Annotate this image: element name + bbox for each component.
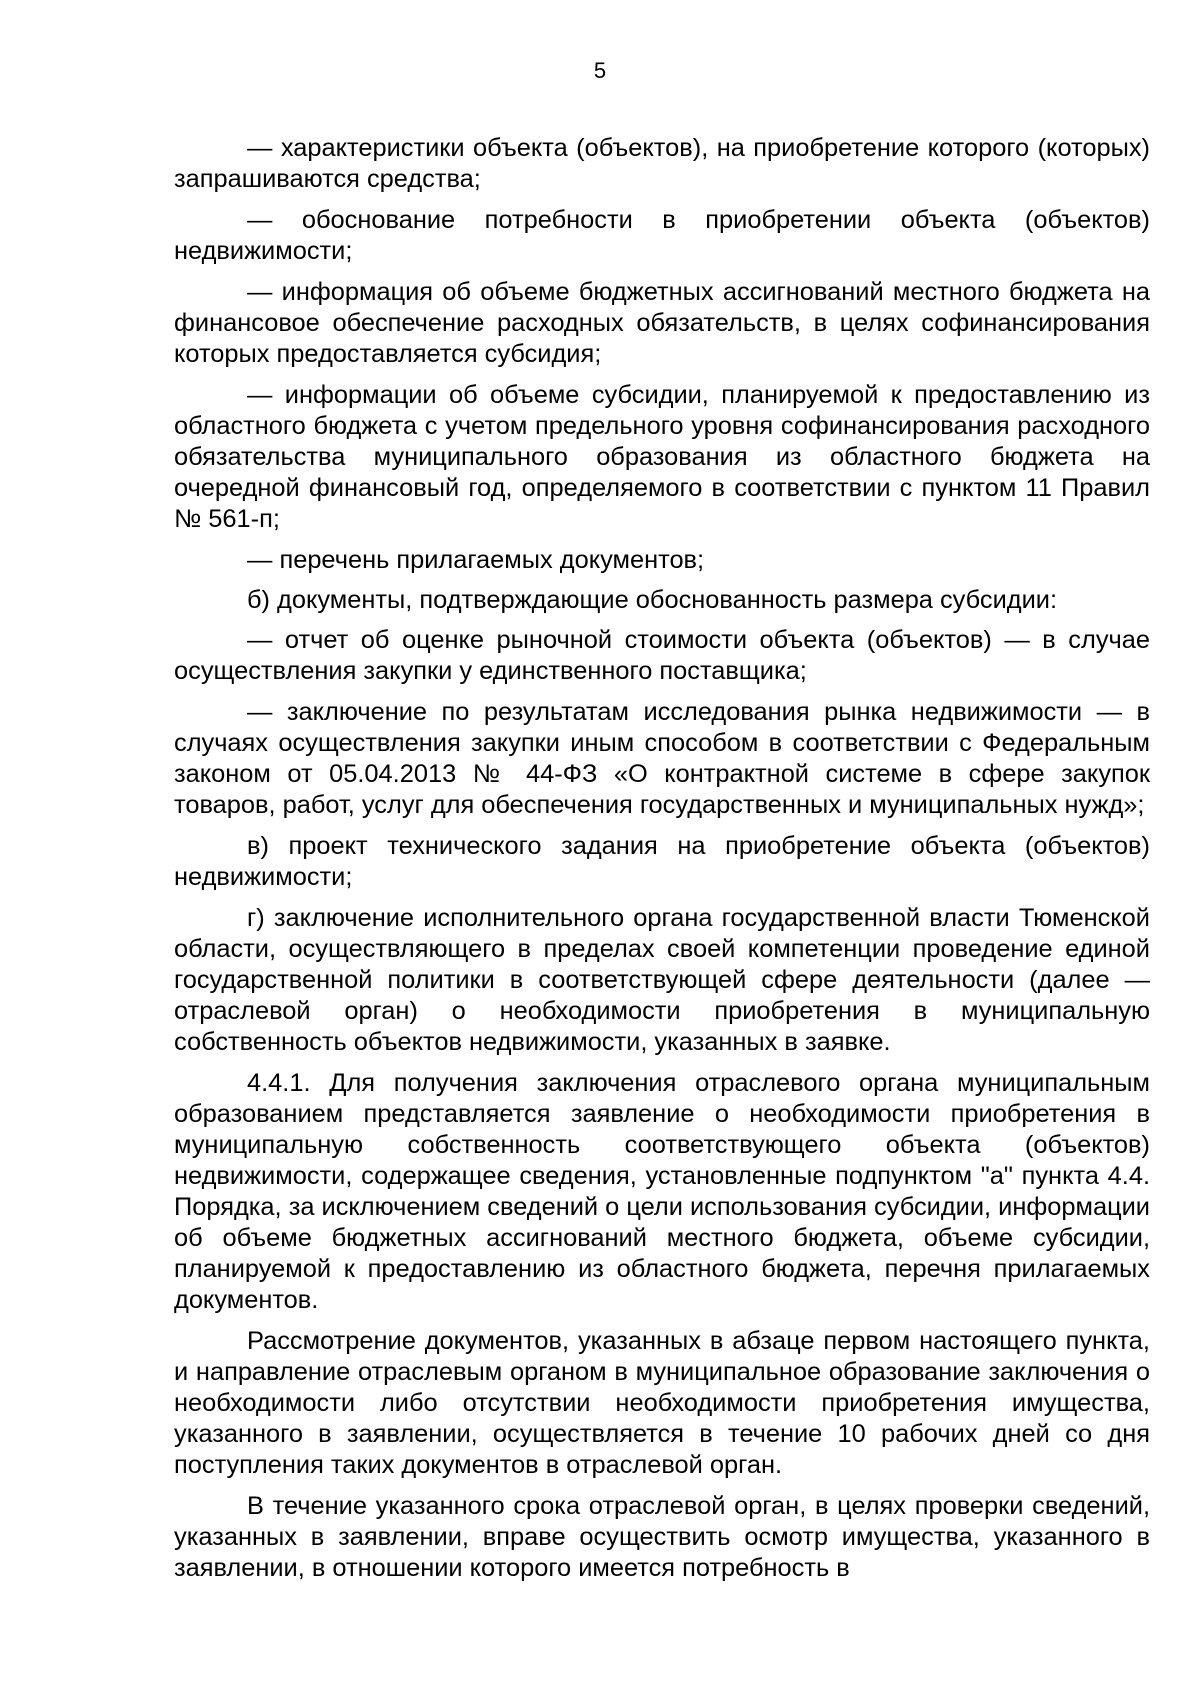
paragraph-subsidy-volume-info: — информации об объеме субсидии, планируемой к предоставлению из областного бюджета с учетом предельного уровня софинансирования расходного обязательства муниципального образования из областного бюджета на очередной финансовый год, определяемого в соответствии с пунктом 11 Правил № 561-п; (174, 381, 1150, 533)
paragraph-budget-allocations-info: — информация об объеме бюджетных ассигнований местного бюджета на финансовое обеспечение расходных обязательств, в целях софинансирования которых предоставляется субсидия; (174, 278, 1150, 368)
paragraph-g-sector-body-conclusion: г) заключение исполнительного органа государственной власти Тюменской области, осуществляющего в пределах своей компетенции проведение единой государственной политики в соответствующей сфере деятельности (далее — отраслевой орган) о необходимости приобретения в муниципальную собственность объектов недвижимости, указанных в заявке. (174, 904, 1150, 1056)
paragraph-review-of-documents: Рассмотрение документов, указанных в абзаце первом настоящего пункта, и направление отраслевым органом в муниципальное образование заключения о необходимости либо отсутствии необходимости приобретения имущества, указанного в заявлении, осуществляется в течение 10 рабочих дней со дня поступления таких документов в отраслевой орган. (174, 1327, 1150, 1479)
paragraph-object-characteristics: — характеристики объекта (объектов), на приобретение которого (которых) запрашиваются средства; (174, 134, 1150, 193)
paragraph-market-research-conclusion: — заключение по результатам исследования рынка недвижимости — в случаях осуществления закупки иным способом в соответствии с Федеральным законом от 05.04.2013 № 44-ФЗ «О контрактной системе в сфере закупок товаров, работ, услуг для обеспечения государственных и муниципальных нужд»; (174, 698, 1150, 819)
paragraph-market-value-report: — отчет об оценке рыночной стоимости объекта (объектов) — в случае осуществления закупки у единственного поставщика; (174, 626, 1150, 685)
paragraph-b-supporting-documents: б) документы, подтверждающие обоснованность размера субсидии: (247, 586, 1058, 614)
paragraph-property-inspection: В течение указанного срока отраслевой орган, в целях проверки сведений, указанных в заявлении, вправе осуществить осмотр имущества, указанного в заявлении, в отношении которого имеется потребность в (174, 1492, 1150, 1582)
paragraph-v-technical-assignment: в) проект технического задания на приобретение объекта (объектов) недвижимости; (174, 832, 1150, 891)
paragraph-4-4-1: 4.4.1. Для получения заключения отраслевого органа муниципальным образованием представляется заявление о необходимости приобретения в муниципальную собственность соответствующего объекта (объектов) недвижимости, содержащее сведения, установленные подпунктом "а" пункта 4.4. Порядка, за исключением сведений о цели использования субсидии, информации об объеме бюджетных ассигнований местного бюджета, объеме субсидии, планируемой к предоставлению из областного бюджета, перечня прилагаемых документов. (174, 1069, 1150, 1314)
page-number: 5 (593, 58, 607, 83)
document-body (174, 133, 1150, 1594)
paragraph-attached-documents-list: — перечень прилагаемых документов; (247, 546, 705, 574)
paragraph-need-justification: — обоснование потребности в приобретении объекта (объектов) недвижимости; (174, 206, 1150, 265)
